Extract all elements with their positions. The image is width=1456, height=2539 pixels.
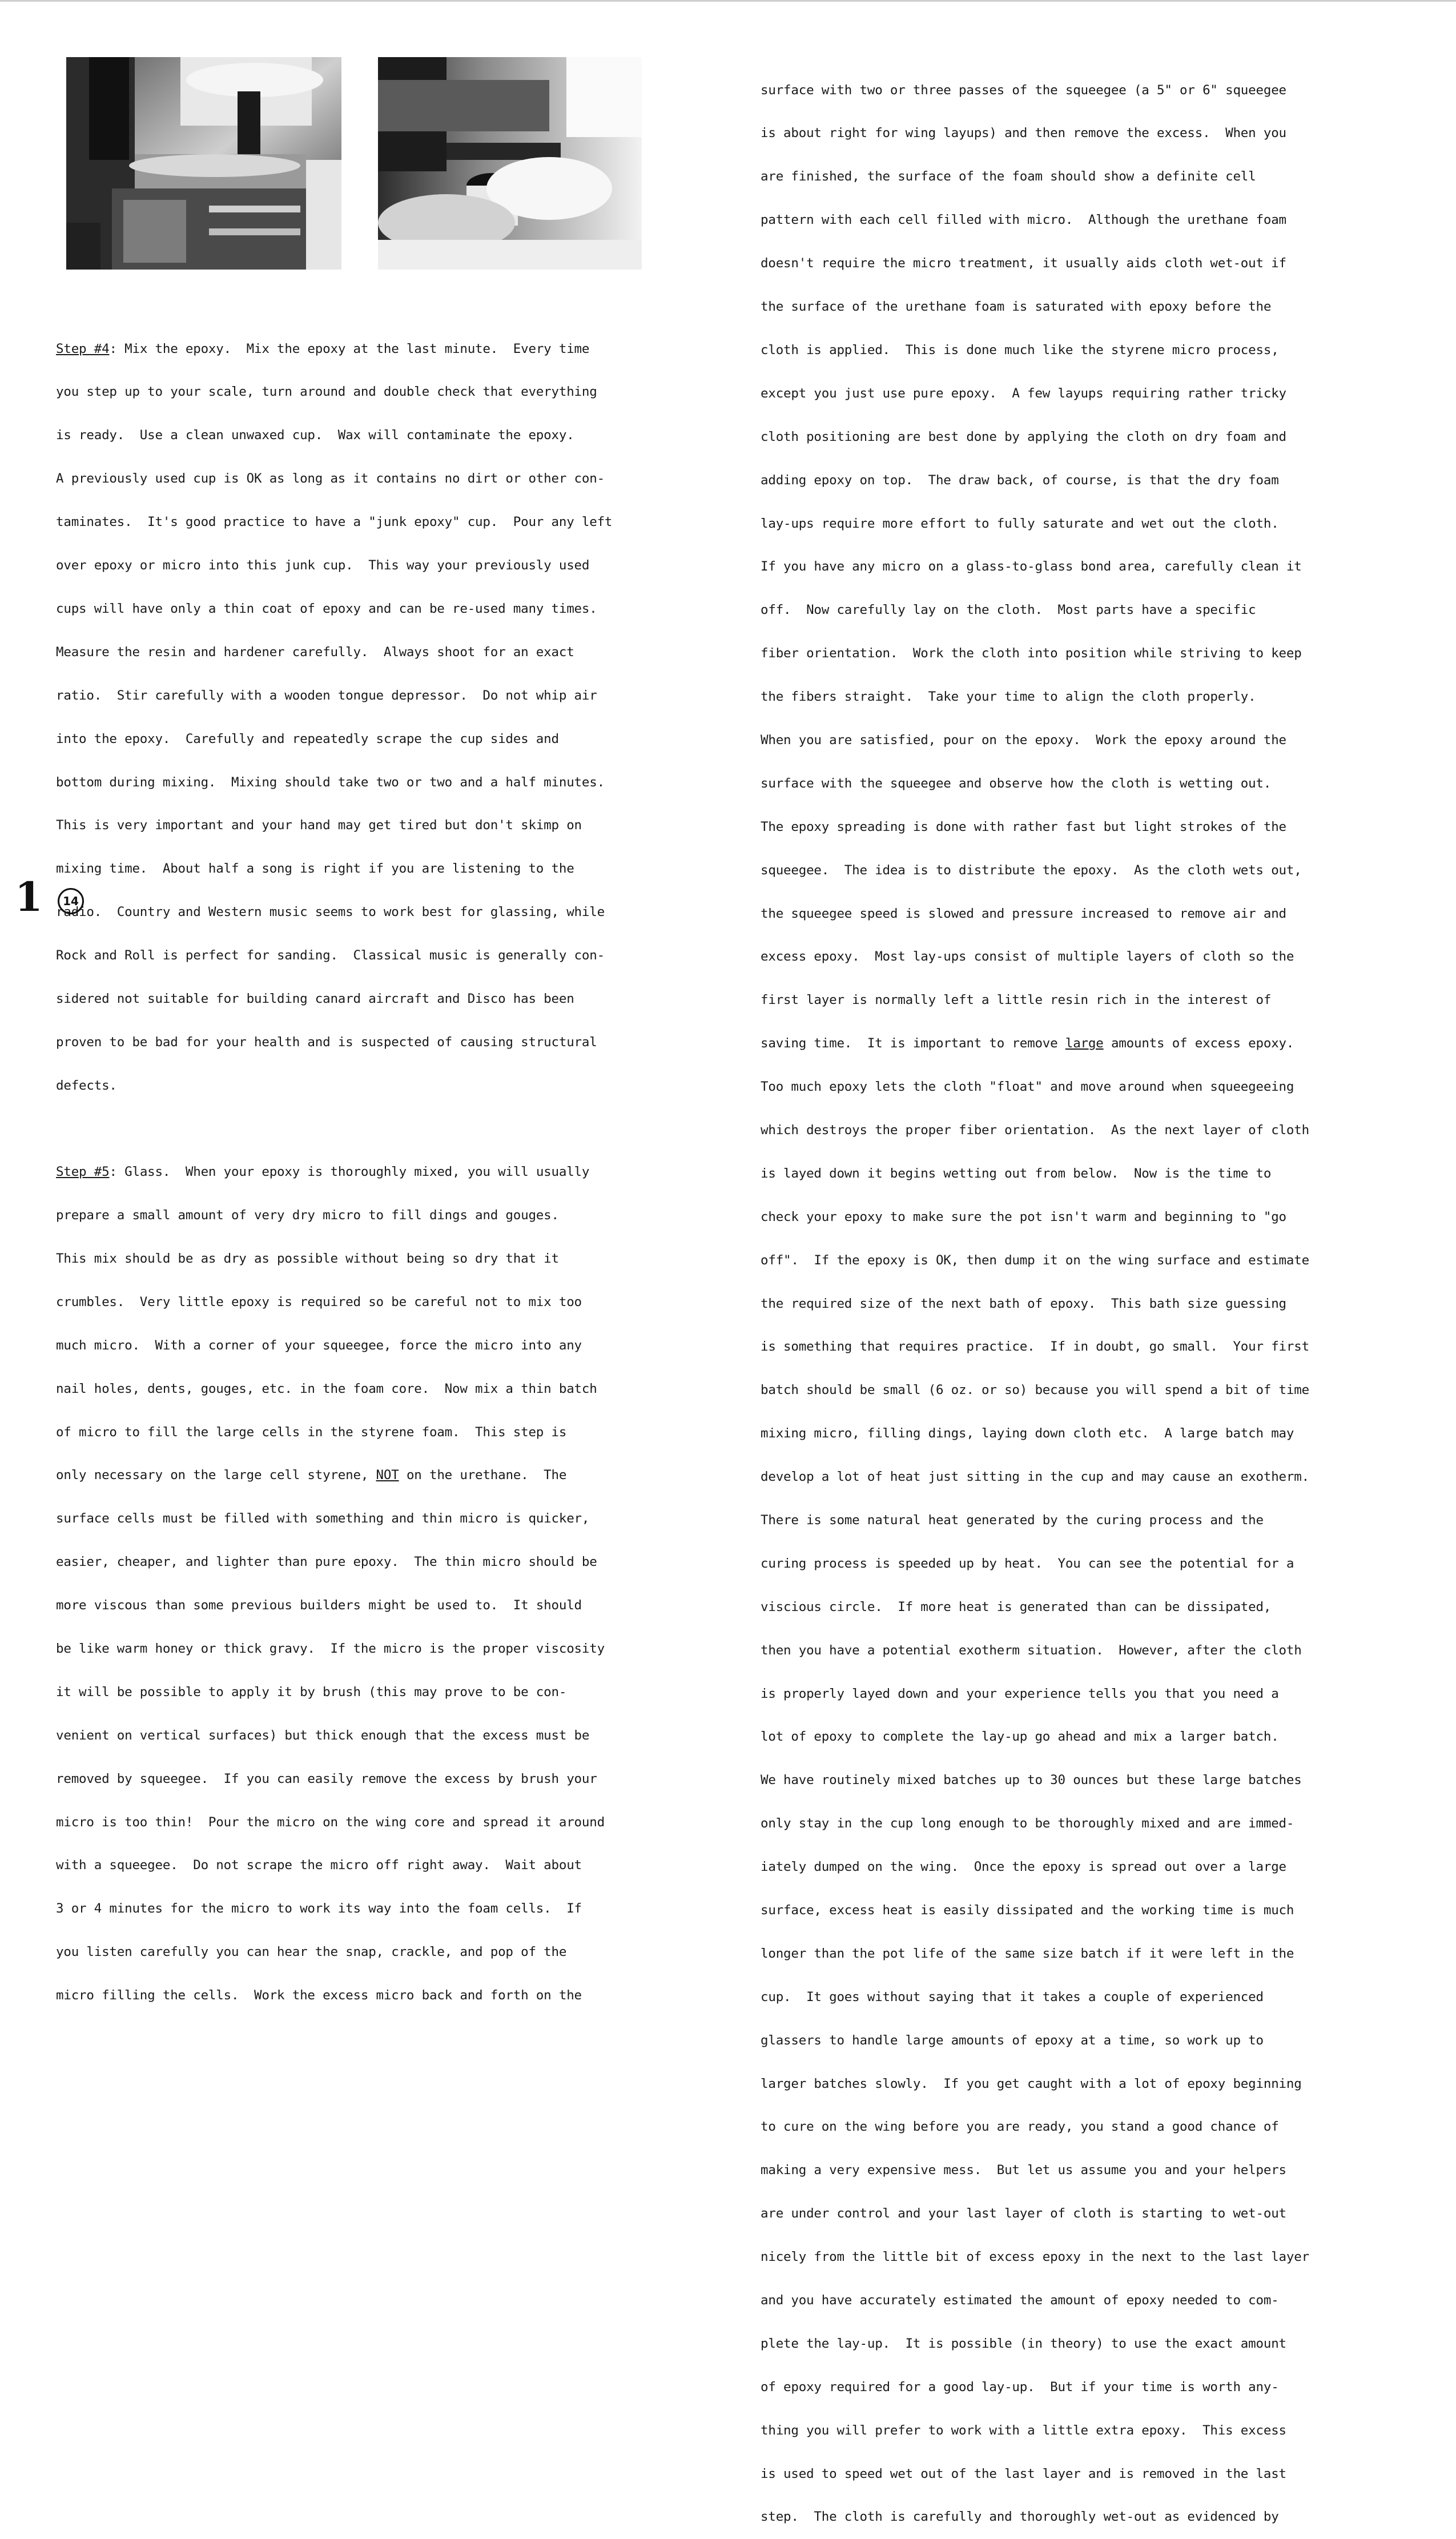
text-line: only stay in the cup long enough to be thoroughly mixed and are immed-: [761, 1816, 1294, 1831]
right-column-text: [761, 54, 1309, 2539]
text-line: When you are satisfied, pour on the epoxy. Work the epoxy around the: [761, 732, 1286, 748]
text-line: is ready. Use a clean unwaxed cup. Wax will contaminate the epoxy.: [56, 428, 574, 443]
text-line: much micro. With a corner of your squeegee, force the micro into any: [56, 1337, 582, 1353]
text-line: be like warm honey or thick gravy. If the micro is the proper viscosity: [56, 1641, 605, 1657]
text-line: radio. Country and Western music seems to work best for glassing, while: [56, 905, 605, 920]
text-line: : Glass. When your epoxy is thoroughly mixed, you will usually: [109, 1164, 590, 1180]
text-line: doesn't require the micro treatment, it usually aids cloth wet-out if: [761, 256, 1286, 271]
text-line: cups will have only a thin coat of epoxy and can be re-used many times.: [56, 601, 597, 616]
text-line: is something that requires practice. If in doubt, go small. Your first: [761, 1339, 1309, 1355]
text-line: This is very important and your hand may get tired but don't skimp on: [56, 818, 582, 833]
text-line: is properly layed down and your experience tells you that you need a: [761, 1686, 1279, 1701]
text-line: nail holes, dents, gouges, etc. in the foam core. Now mix a thin batch: [56, 1381, 597, 1396]
text-line: micro filling the cells. Work the excess micro back and forth on the: [56, 1988, 582, 2003]
text-line: curing process is speeded up by heat. You can see the potential for a: [761, 1556, 1294, 1571]
text-line: develop a lot of heat just sitting in the cup and may cause an exotherm.: [761, 1469, 1309, 1485]
text-line: adding epoxy on top. The draw back, of course, is that the dry foam: [761, 472, 1279, 488]
text-line-large: [761, 1037, 1309, 1051]
text-fragment: saving time. It is important to remove: [761, 1036, 1065, 1051]
photo-scale-epoxy-mixing: [66, 57, 341, 270]
text-line: surface cells must be filled with something and thin micro is quicker,: [56, 1511, 590, 1526]
underlined-large: large: [1065, 1036, 1104, 1051]
text-line: with a squeegee. Do not scrape the micro off right away. Wait about: [56, 1858, 582, 1873]
text-line: first layer is normally left a little resin rich in the interest of: [761, 993, 1272, 1008]
text-line: removed by squeegee. If you can easily remove the excess by brush your: [56, 1771, 597, 1786]
text-fragment: only necessary on the large cell styrene,: [56, 1468, 376, 1483]
text-line: cup. It goes without saying that it takes a couple of experienced: [761, 1989, 1264, 2004]
text-line: proven to be bad for your health and is suspected of causing structural: [56, 1034, 597, 1050]
text-line: This mix should be as dry as possible without being so dry that it: [56, 1251, 559, 1266]
text-line: are finished, the surface of the foam should show a definite cell: [761, 169, 1256, 184]
text-line: the fibers straight. Take your time to align the cloth properly.: [761, 689, 1256, 705]
text-line: The epoxy spreading is done with rather fast but light strokes of the: [761, 819, 1286, 834]
text-line: is about right for wing layups) and then remove the excess. When you: [761, 126, 1286, 141]
text-line: and you have accurately estimated the amount of epoxy needed to com-: [761, 2293, 1279, 2308]
text-line: A previously used cup is OK as long as it contains no dirt or other con-: [56, 471, 605, 487]
text-line: the surface of the urethane foam is saturated with epoxy before the: [761, 299, 1272, 315]
text-line: making a very expensive mess. But let us assume you and your helpers: [761, 2163, 1286, 2178]
text-line: mixing micro, filling dings, laying down cloth etc. A large batch may: [761, 1426, 1294, 1441]
text-line: surface with two or three passes of the squeegee (a 5" or 6" squeegee: [761, 82, 1286, 98]
text-line: There is some natural heat generated by the curing process and the: [761, 1512, 1264, 1528]
text-line: fiber orientation. Work the cloth into position while striving to keep: [761, 646, 1302, 661]
step5-paragraph: [56, 1165, 612, 1179]
text-line: Rock and Roll is perfect for sanding. Classical music is generally con-: [56, 948, 605, 963]
step4-paragraph: [56, 342, 612, 356]
text-line: thing you will prefer to work with a little extra epoxy. This excess: [761, 2423, 1286, 2438]
text-line: crumbles. Very little epoxy is required so be careful not to mix too: [56, 1294, 582, 1309]
circled-page-number: 14: [58, 888, 84, 914]
text-line: lay-ups require more effort to fully saturate and wet out the cloth.: [761, 516, 1279, 531]
text-line: bottom during mixing. Mixing should take two or two and a half minutes.: [56, 774, 605, 790]
text-line: cloth is applied. This is done much like the styrene micro process,: [761, 342, 1279, 357]
text-line-not: [56, 1468, 612, 1483]
text-line: of micro to fill the large cells in the styrene foam. This step is: [56, 1424, 567, 1440]
text-line: you step up to your scale, turn around and double check that everything: [56, 384, 597, 400]
photo-hands-mixing-cup: [378, 57, 642, 270]
text-line: batch should be small (6 oz. or so) because you will spend a bit of time: [761, 1383, 1309, 1398]
text-line: off. Now carefully lay on the cloth. Most parts have a specific: [761, 602, 1256, 618]
text-line: it will be possible to apply it by brush (this may prove to be con-: [56, 1684, 567, 1700]
left-column-text: [56, 313, 612, 2018]
text-line: If you have any micro on a glass-to-glass bond area, carefully clean it: [761, 559, 1302, 575]
text-line: mixing time. About half a song is right if you are listening to the: [56, 861, 574, 877]
text-line: easier, cheaper, and lighter than pure epoxy. The thin micro should be: [56, 1554, 597, 1570]
text-line: : Mix the epoxy. Mix the epoxy at the last minute. Every time: [109, 341, 590, 356]
text-line: 3 or 4 minutes for the micro to work its way into the foam cells. If: [56, 1901, 582, 1917]
text-line: off". If the epoxy is OK, then dump it on the wing surface and estimate: [761, 1252, 1309, 1268]
page-number: 1: [15, 873, 43, 921]
text-line: squeegee. The idea is to distribute the epoxy. As the cloth wets out,: [761, 862, 1302, 878]
text-line: longer than the pot life of the same size batch if it were left in the: [761, 1946, 1294, 1961]
text-line: venient on vertical surfaces) but thick enough that the excess must be: [56, 1728, 590, 1743]
text-line: iately dumped on the wing. Once the epoxy is spread out over a large: [761, 1859, 1286, 1875]
text-line: prepare a small amount of very dry micro to fill dings and gouges.: [56, 1208, 559, 1223]
text-line: micro is too thin! Pour the micro on the wing core and spread it around: [56, 1814, 605, 1830]
text-line: which destroys the proper fiber orientation. As the next layer of cloth: [761, 1122, 1309, 1138]
text-line: the required size of the next bath of epoxy. This bath size guessing: [761, 1296, 1286, 1311]
text-line: defects.: [56, 1078, 117, 1093]
text-line: lot of epoxy to complete the lay-up go ahead and mix a larger batch.: [761, 1729, 1279, 1745]
text-line: except you just use pure epoxy. A few layups requiring rather tricky: [761, 385, 1286, 401]
step5-label: Step #5: [56, 1164, 110, 1180]
text-line: is layed down it begins wetting out from below. Now is the time to: [761, 1166, 1272, 1181]
text-line: check your epoxy to make sure the pot isn't warm and beginning to "go: [761, 1209, 1286, 1224]
text-line: taminates. It's good practice to have a "junk epoxy" cup. Pour any left: [56, 515, 613, 530]
text-line: more viscous than some previous builders might be used to. It should: [56, 1598, 582, 1613]
text-line: cloth positioning are best done by applying the cloth on dry foam and: [761, 429, 1286, 444]
text-fragment: amounts of excess epoxy.: [1103, 1036, 1294, 1051]
text-line: you listen carefully you can hear the snap, crackle, and pop of the: [56, 1945, 567, 1960]
text-line: excess epoxy. Most lay-ups consist of multiple layers of cloth so the: [761, 949, 1294, 965]
text-line: We have routinely mixed batches up to 30 ounces but these large batches: [761, 1773, 1302, 1788]
underlined-not: NOT: [376, 1468, 399, 1483]
text-line: into the epoxy. Carefully and repeatedly scrape the cup sides and: [56, 731, 559, 746]
page-top-rule: [0, 0, 1456, 2]
text-line: nicely from the little bit of excess epoxy in the next to the last layer: [761, 2249, 1309, 2265]
text-line: surface with the squeegee and observe how the cloth is wetting out.: [761, 776, 1272, 791]
text-line: to cure on the wing before you are ready, you stand a good chance of: [761, 2119, 1279, 2135]
text-line: surface, excess heat is easily dissipated and the working time is much: [761, 1903, 1294, 1918]
text-line: plete the lay-up. It is possible (in theory) to use the exact amount: [761, 2336, 1286, 2351]
text-line: ratio. Stir carefully with a wooden tongue depressor. Do not whip air: [56, 688, 597, 703]
text-line: step. The cloth is carefully and thoroughly wet-out as evidenced by: [761, 2509, 1279, 2525]
text-line: Too much epoxy lets the cloth "float" and move around when squeegeeing: [761, 1079, 1294, 1095]
text-line: is used to speed wet out of the last layer and is removed in the last: [761, 2466, 1286, 2481]
text-line: over epoxy or micro into this junk cup. This way your previously used: [56, 558, 590, 573]
text-line: are under control and your last layer of cloth is starting to wet-out: [761, 2206, 1286, 2221]
text-line: glassers to handle large amounts of epoxy at a time, so work up to: [761, 2032, 1264, 2048]
text-line: of epoxy required for a good lay-up. But if your time is worth any-: [761, 2379, 1279, 2395]
text-line: pattern with each cell filled with micro. Although the urethane foam: [761, 212, 1286, 228]
text-line: the squeegee speed is slowed and pressure increased to remove air and: [761, 906, 1286, 921]
text-line: larger batches slowly. If you get caught with a lot of epoxy beginning: [761, 2076, 1302, 2091]
text-line: Measure the resin and hardener carefully. Always shoot for an exact: [56, 644, 574, 660]
text-line: then you have a potential exotherm situation. However, after the cloth: [761, 1642, 1302, 1658]
text-line: sidered not suitable for building canard aircraft and Disco has been: [56, 991, 574, 1006]
text-line: viscious circle. If more heat is generated than can be dissipated,: [761, 1599, 1272, 1614]
step4-label: Step #4: [56, 341, 110, 356]
text-fragment: on the urethane. The: [399, 1468, 567, 1483]
